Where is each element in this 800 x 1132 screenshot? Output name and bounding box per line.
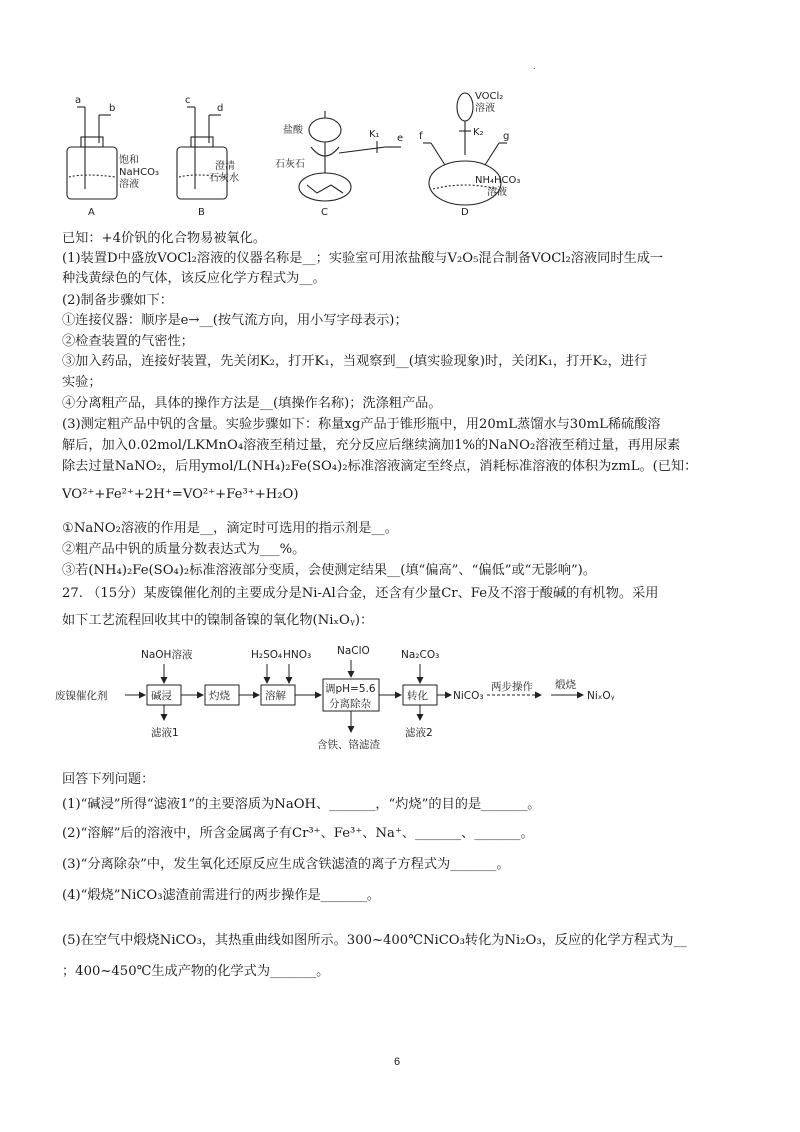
bottle-b-content-2: 石灰水	[209, 173, 239, 184]
text-line: 种浅黄绿色的气体，该反应化学方程式为__。	[62, 271, 326, 286]
d-port-g: g	[503, 131, 510, 142]
d-flask-2: 溶液	[487, 187, 507, 198]
d-valve: K₂	[473, 127, 484, 138]
question-2: (2)“溶解”后的溶液中，所含金属离子有Cr³⁺、Fe³⁺、Na⁺、_______、_______。	[62, 826, 534, 841]
c-solid: 石灰石	[275, 159, 305, 170]
text-line: ①连接仪器：顺序是e→__(按气流方向，用小写字母表示)；	[62, 313, 408, 328]
question-intro: 回答下列问题：	[62, 772, 155, 787]
question-27-header: 27. （15分）某废镍催化剂的主要成分是Ni-Al合金，还含有少量Cr、Fe及不溶于酸碱的有机物。采用	[62, 586, 659, 601]
port-c: c	[185, 95, 191, 106]
flow-final: NiₓOᵧ	[587, 690, 615, 702]
stray-mark: .	[533, 62, 536, 71]
question-3: (3)“分离除杂”中，发生氧化还原反应生成含铁滤渣的离子方程式为_______。	[62, 857, 510, 872]
port-b: b	[109, 103, 116, 114]
flow-reagent3b: HNO₃	[283, 649, 312, 661]
question-5-cont: ；400~450℃生成产物的化学式为_______。	[62, 964, 330, 979]
flow-two-step: 两步操作	[491, 681, 533, 693]
flow-calcine: 煅烧	[555, 679, 576, 691]
flow-out5: 滤液2	[405, 727, 433, 739]
d-flask-1: NH₄HCO₃	[475, 175, 521, 186]
question-5: (5)在空气中煅烧NiCO₃，其热重曲线如图所示。300~400℃NiCO₃转化为Ni₂O₃，反应的化学方程式为__	[62, 933, 687, 948]
c-valve: K₁	[369, 129, 380, 140]
text-line: ②检查装置的气密性；	[62, 334, 194, 349]
flow-reagent1: NaOH溶液	[141, 649, 193, 661]
d-port-f: f	[419, 131, 423, 142]
text-line: ③加入药品，连接好装置，先关闭K₂，打开K₁，当观察到__(填实验现象)时，关闭K₁，打开K₂，进行	[62, 354, 648, 369]
text-line: ③若(NH₄)₂Fe(SO₄)₂标准溶液部分变质，会使测定结果__(填“偏高”、“偏低”或“无影响”)。	[62, 563, 597, 578]
bottle-a-content-2: NaHCO₃	[119, 167, 159, 178]
label-c: C	[321, 207, 328, 218]
text-line: ④分离粗产品，具体的操作方法是__(填操作名称)；洗涤粗产品。	[62, 396, 442, 411]
d-funnel-1: VOCl₂	[475, 91, 504, 102]
flow-out1: 滤液1	[151, 727, 179, 739]
bottle-a	[67, 107, 117, 199]
text-line: 已知：+4价钒的化合物易被氧化。	[62, 231, 267, 246]
bottle-b	[177, 107, 227, 199]
apparatus-c	[299, 111, 404, 201]
bottle-a-content-3: 溶液	[119, 179, 139, 190]
flow-step3: 溶解	[265, 690, 286, 702]
flow-reagent3a: H₂SO₄	[251, 649, 283, 661]
port-a: a	[75, 95, 82, 106]
flow-step4-l1: 调pH=5.6	[325, 683, 376, 695]
equation-line: VO²⁺+Fe²⁺+2H⁺=VO²⁺+Fe³⁺+H₂O)	[62, 487, 299, 502]
port-d: d	[217, 103, 224, 114]
text-line: (2)制备步骤如下：	[62, 293, 173, 308]
page-number: 6	[394, 1056, 401, 1068]
flow-product1: NiCO₃	[453, 690, 484, 702]
text-line: ②粗产品中钒的质量分数表达式为___%。	[62, 542, 306, 557]
text-line: 解后，加入0.02mol/LKMnO₄溶液至稍过量，充分反应后继续滴加1%的NaNO₂溶液至稍过量，再用尿素	[62, 438, 681, 453]
label-d: D	[461, 207, 469, 218]
flow-feed: 废镍催化剂	[55, 690, 108, 702]
text-line: 实验；	[62, 375, 102, 390]
text-line: ①NaNO₂溶液的作用是__，滴定时可选用的指示剂是__。	[62, 521, 398, 536]
text-line: 如下工艺流程回收其中的镍制备镍的氧化物(NiₓOᵧ)：	[62, 613, 374, 628]
d-funnel-2: 溶液	[475, 103, 495, 114]
c-acid: 盐酸	[283, 125, 303, 136]
label-b: B	[198, 207, 205, 218]
bottle-b-content-1: 澄清	[215, 161, 235, 172]
text-line: (1)装置D中盛放VOCl₂溶液的仪器名称是__；实验室可用浓盐酸与V₂O₅混合制备VOCl₂溶液同时生成一	[62, 251, 664, 266]
apparatus-diagram	[55, 85, 575, 223]
c-port-e: e	[397, 133, 404, 144]
flow-step5: 转化	[407, 690, 428, 702]
process-flowchart	[55, 640, 695, 755]
flow-step2: 灼烧	[209, 690, 230, 702]
flow-step4-l2: 分离除杂	[329, 698, 371, 710]
question-1: (1)“碱浸”所得“滤液1”的主要溶质为NaOH、_______，“灼烧”的目的是_______。	[62, 797, 541, 812]
label-a: A	[88, 207, 95, 218]
flow-step1: 碱浸	[151, 690, 172, 702]
question-4: (4)“煅烧”NiCO₃滤渣前需进行的两步操作是_______。	[62, 888, 381, 903]
flow-reagent4: NaClO	[337, 645, 370, 657]
bottle-a-content-1: 饱和	[119, 155, 139, 166]
text-line: 除去过量NaNO₂，后用ymol/L(NH₄)₂Fe(SO₄)₂标准溶液滴定至终点，消耗标准溶液的体积为zmL。(已知：	[62, 459, 698, 474]
flow-reagent5: Na₂CO₃	[401, 649, 440, 661]
flow-out4: 含铁、铬滤渣	[317, 739, 380, 751]
text-line: (3)测定粗产品中钒的含量。实验步骤如下：称量xg产品于锥形瓶中，用20mL蒸馏水与30mL稀硫酸溶	[62, 417, 661, 432]
